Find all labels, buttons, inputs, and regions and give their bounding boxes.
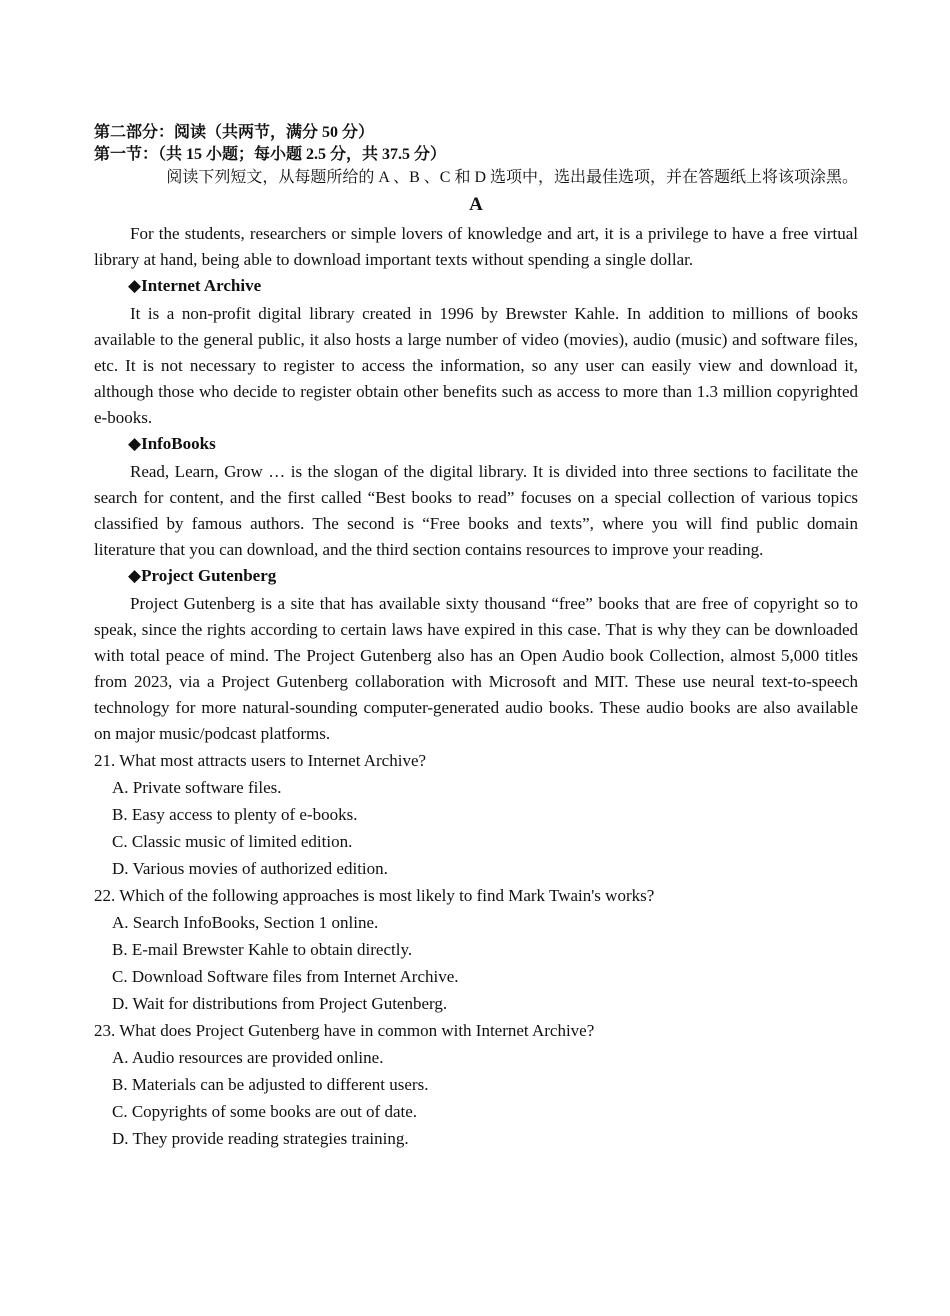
- question-22: [94, 882, 858, 1017]
- option-a: A. Private software files.: [112, 778, 282, 797]
- part-heading: 第二部分：阅读（共两节，满分 50 分）: [94, 124, 375, 141]
- option-a: A. Search InfoBooks, Section 1 online.: [112, 913, 379, 932]
- passage-intro: For the students, researchers or simple lovers of knowledge and art, it is a privilege to have a free virtual library at hand, being able to download important texts without spending a single dollar.: [94, 224, 858, 269]
- section-text-project-gutenberg: Project Gutenberg is a site that has available sixty thousand “free” books that are free of copyright so to speak, since the rights according to certain laws have expired in this case. That is why they can be downloaded with total peace of mind. The Project Gutenberg also has an Open Audio book Collection, almost 5,000 titles from 2023, via a Project Gutenberg collaboration with Microsoft and MIT. These use neural text-to-speech technology for more natural-sounding computer-generated audio books. These audio books are also available on major music/podcast platforms.: [94, 594, 858, 743]
- option-d: D. Wait for distributions from Project Gutenberg.: [112, 994, 448, 1013]
- option-d: D. Various movies of authorized edition.: [112, 859, 388, 878]
- option-a: A. Audio resources are provided online.: [112, 1048, 384, 1067]
- option-d: D. They provide reading strategies training.: [112, 1129, 409, 1148]
- option-c: C. Classic music of limited edition.: [112, 832, 353, 851]
- option-c: C. Copyrights of some books are out of date.: [112, 1102, 418, 1121]
- option-b: B. Materials can be adjusted to different users.: [112, 1075, 429, 1094]
- option-b: B. Easy access to plenty of e-books.: [112, 805, 358, 824]
- section-text-infobooks: Read, Learn, Grow … is the slogan of the digital library. It is divided into three sections to facilitate the search for content, and the first called “Best books to read” focuses on a special collection of various topics classified by famous authors. The second is “Free books and texts”, where you will find public domain literature that you can download, and the third section contains resources to improve your reading.: [94, 462, 858, 559]
- question-stem: 22. Which of the following approaches is most likely to find Mark Twain's works?: [94, 886, 655, 905]
- passage-title: A: [469, 194, 483, 215]
- section-heading: 第一节：（共 15 小题；每小题 2.5 分，共 37.5 分）: [94, 146, 447, 163]
- question-stem: 21. What most attracts users to Internet Archive?: [94, 751, 427, 770]
- option-c: C. Download Software files from Internet Archive.: [112, 967, 459, 986]
- question-21: [94, 747, 858, 882]
- section-heading-project-gutenberg: ◆Project Gutenberg: [128, 566, 277, 585]
- option-b: B. E-mail Brewster Kahle to obtain directly.: [112, 940, 413, 959]
- exam-page: [94, 122, 858, 1152]
- section-heading-internet-archive: ◆Internet Archive: [128, 276, 262, 295]
- section-heading-infobooks: ◆InfoBooks: [128, 434, 216, 453]
- section-text-internet-archive: It is a non-profit digital library created in 1996 by Brewster Kahle. In addition to millions of books available to the general public, it also hosts a large number of video (movies), audio (music) and software files, etc. It is not necessary to register to access the information, so any user can easily view and download it, although those who decide to register obtain other benefits such as access to more than 1.3 million copyrighted e-books.: [94, 304, 858, 427]
- instructions: 阅读下列短文，从每题所给的 A 、B 、C 和 D 选项中，选出最佳选项，并在答题纸上将该项涂黑。: [166, 169, 858, 186]
- question-stem: 23. What does Project Gutenberg have in common with Internet Archive?: [94, 1021, 595, 1040]
- question-23: [94, 1017, 858, 1152]
